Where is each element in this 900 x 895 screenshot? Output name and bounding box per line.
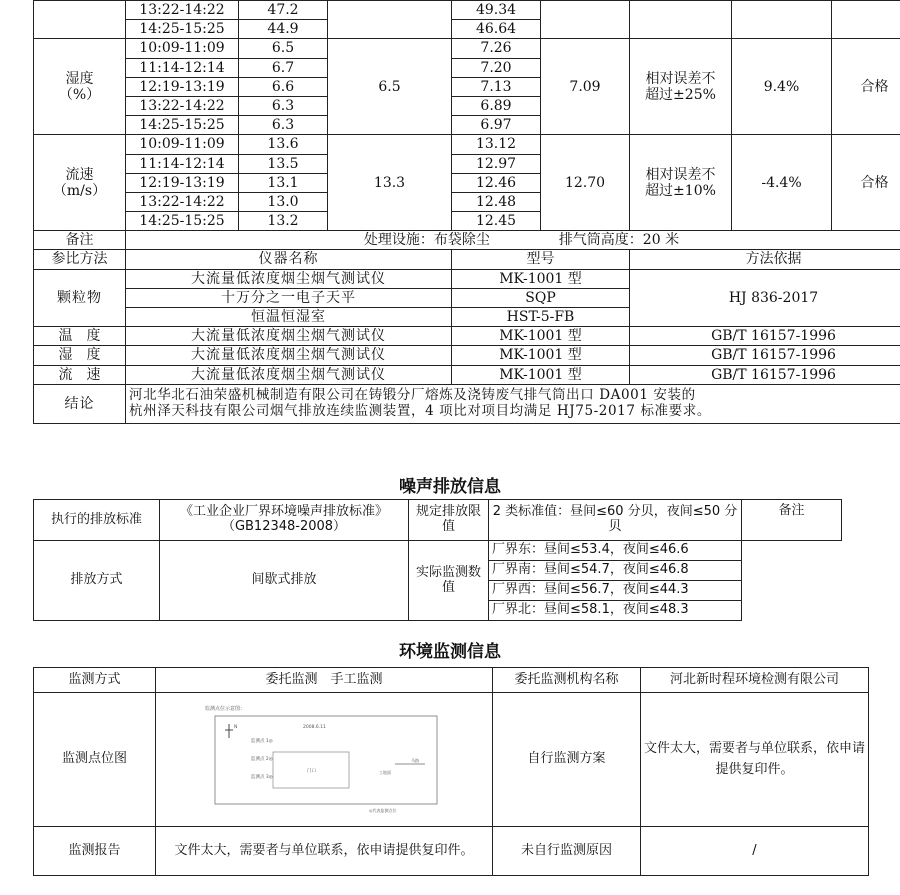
table-row: [34, 1, 900, 20]
time-cell: 10:09-11:09: [126, 135, 239, 154]
avg-comparison-cell: 7.09: [541, 39, 630, 135]
table-row: [34, 327, 900, 346]
time-cell: 14:25-15:25: [126, 116, 239, 135]
measured-cell: 13.1: [239, 173, 328, 192]
time-cell: 10:09-11:09: [126, 39, 239, 58]
method-header-row: [34, 250, 900, 269]
instrument-cell: 大流量低浓度烟尘烟气测试仪: [126, 269, 452, 288]
basis-cell: GB/T 16157-1996: [630, 365, 900, 384]
instrument-cell: 大流量低浓度烟尘烟气测试仪: [126, 346, 452, 365]
instrument-cell: 十万分之一电子天平: [126, 288, 452, 307]
instrument-header: 仪器名称: [126, 250, 452, 269]
criterion-line1: 相对误差不: [645, 70, 716, 87]
comparison-cell: 46.64: [452, 20, 541, 39]
blank-cell: [328, 1, 452, 39]
agency-value: 河北新时程环境检测有限公司: [641, 668, 869, 693]
criterion-line2: 超过±10%: [645, 182, 716, 199]
error-cell: -4.4%: [732, 135, 832, 231]
model-cell: SQP: [452, 288, 630, 307]
time-cell: 13:22-14:22: [126, 1, 239, 20]
blank-cell: [34, 1, 126, 39]
result-cell: 合格: [832, 135, 900, 231]
measured-cell: 13.0: [239, 192, 328, 211]
table-row: [34, 39, 900, 58]
diagram-legend: ◎代表监测点位: [369, 808, 397, 813]
table-row: [34, 365, 900, 384]
boundary-north: 厂界北：昼间≤58.1，夜间≤48.3: [489, 601, 742, 621]
conclusion-text: [126, 384, 900, 423]
site-boundary: [215, 716, 437, 804]
north-label: N: [234, 725, 238, 730]
method-label: 温 度: [34, 327, 126, 346]
table-row: [34, 135, 900, 154]
criterion-line2: 超过±25%: [645, 86, 716, 103]
comparison-cell: 12.97: [452, 154, 541, 173]
blank-cell: [630, 1, 732, 39]
criterion-line1: 相对误差不: [645, 166, 716, 183]
model-cell: MK-1001 型: [452, 346, 630, 365]
remarks-row: [34, 231, 900, 250]
measured-cell: 13.6: [239, 135, 328, 154]
particulate-label: 颗粒物: [34, 269, 126, 327]
table-row: [34, 346, 900, 365]
humidity-label: [34, 39, 126, 135]
boundary-south: 厂界南：昼间≤54.7，夜间≤46.8: [489, 561, 742, 581]
time-cell: 13:22-14:22: [126, 192, 239, 211]
measured-cell: 6.7: [239, 58, 328, 77]
conclusion-row: [34, 384, 900, 423]
instrument-cell: 大流量低浓度烟尘烟气测试仪: [126, 365, 452, 384]
model-cell: MK-1001 型: [452, 365, 630, 384]
flow-label: [34, 135, 126, 231]
point-2: 监测点 2◎: [251, 757, 273, 762]
humidity-label-line1: 湿度: [65, 70, 94, 87]
avg-measured-cell: 6.5: [328, 39, 452, 135]
avg-measured-cell: 13.3: [328, 135, 452, 231]
method-label: 湿 度: [34, 346, 126, 365]
measured-cell: 47.2: [239, 1, 328, 20]
comparison-cell: 12.45: [452, 212, 541, 231]
comparison-cell: 6.89: [452, 96, 541, 115]
road-label: 马路: [411, 758, 419, 763]
measured-cell: 6.3: [239, 116, 328, 135]
table-row: [34, 827, 869, 876]
measured-cell: 44.9: [239, 20, 328, 39]
comparison-cell: 6.97: [452, 116, 541, 135]
limit-label: 规定排放限值: [409, 500, 489, 541]
basis-cell: GB/T 16157-1996: [630, 346, 900, 365]
noise-section-title: 噪声排放信息: [399, 477, 501, 497]
measured-cell: 6.3: [239, 96, 328, 115]
site-diagram: [199, 702, 449, 817]
table-row: [34, 500, 842, 541]
conclusion-line2: 杭州泽天科技有限公司烟气排放连续监测装置，4 项比对项目均满足 HJ75-2017 标准要求。: [129, 402, 711, 419]
table-row: [34, 668, 869, 693]
comparison-cell: 12.46: [452, 173, 541, 192]
method-value: 委托监测 手工监测: [156, 668, 493, 693]
error-cell: 9.4%: [732, 39, 832, 135]
conclusion-line1: 河北华北石油荣盛机械制造有限公司在铸锻分厂熔炼及浇铸废气排气筒出口 DA001 安装的: [129, 387, 696, 404]
plan-label: 自行监测方案: [493, 693, 641, 827]
time-cell: 13:22-14:22: [126, 96, 239, 115]
measured-cell: 6.6: [239, 77, 328, 96]
actual-label: 实际监测数值: [409, 541, 489, 621]
no-self-label: 未自行监测原因: [493, 827, 641, 876]
plan-value: 文件太大，需要者与单位联系，依申请提供复印件。: [641, 693, 869, 827]
time-cell: 11:14-12:14: [126, 154, 239, 173]
time-cell: 14:25-15:25: [126, 20, 239, 39]
table-row: [34, 541, 842, 561]
criterion-cell: [630, 39, 732, 135]
blank-cell: [732, 1, 832, 39]
method-label: 监测方式: [34, 668, 156, 693]
model-cell: MK-1001 型: [452, 327, 630, 346]
remarks-value: [126, 231, 900, 250]
remark-label: 备注: [742, 500, 842, 541]
method-label: 流 速: [34, 365, 126, 384]
measured-cell: 13.5: [239, 154, 328, 173]
model-cell: MK-1001 型: [452, 269, 630, 288]
table-row: [34, 693, 869, 827]
table-row: [34, 269, 900, 288]
comparison-cell: 13.12: [452, 135, 541, 154]
env-section-title: 环境监测信息: [399, 642, 501, 662]
workshop-label: 工地面: [379, 770, 391, 775]
comparison-cell: 49.34: [452, 1, 541, 20]
site-diagram-cell: [156, 693, 493, 827]
instrument-cell: 大流量低浓度烟尘烟气测试仪: [126, 327, 452, 346]
basis-header: 方法依据: [630, 250, 900, 269]
blank-cell: [742, 541, 842, 621]
time-cell: 11:14-12:14: [126, 58, 239, 77]
standard-label: 执行的排放标准: [34, 500, 160, 541]
time-cell: 14:25-15:25: [126, 212, 239, 231]
report-value: 文件太大，需要者与单位联系，依申请提供复印件。: [156, 827, 493, 876]
no-self-value: /: [641, 827, 869, 876]
comparison-cell: 7.20: [452, 58, 541, 77]
boundary-west: 厂界西：昼间≤56.7，夜间≤44.3: [489, 581, 742, 601]
comparison-cell: 7.26: [452, 39, 541, 58]
mode-value: 间歇式排放: [160, 541, 409, 621]
model-cell: HST-5-FB: [452, 308, 630, 327]
building-label: 2008.6.11: [303, 725, 326, 730]
agency-label: 委托监测机构名称: [493, 668, 641, 693]
method-header: 参比方法: [34, 250, 126, 269]
measured-cell: 13.2: [239, 212, 328, 231]
standard-value: 《工业企业厂界环境噪声排放标准》（GB12348-2008）: [160, 500, 409, 541]
time-cell: 12:19-13:19: [126, 77, 239, 96]
blank-cell: [832, 1, 900, 39]
limit-value: 2 类标准值：昼间≤60 分贝，夜间≤50 分贝: [489, 500, 742, 541]
treatment-text: 处理设施：布袋除尘: [363, 232, 490, 249]
conclusion-label: 结论: [34, 384, 126, 423]
measured-cell: 6.5: [239, 39, 328, 58]
report-label: 监测报告: [34, 827, 156, 876]
basis-cell: HJ 836-2017: [630, 269, 900, 327]
point-1: 监测点 1◎: [251, 739, 273, 744]
comparison-table: [33, 0, 900, 424]
mode-label: 排放方式: [34, 541, 160, 621]
remarks-label: 备注: [34, 231, 126, 250]
comparison-cell: 12.48: [452, 192, 541, 211]
blank-cell: [541, 1, 630, 39]
time-cell: 12:19-13:19: [126, 173, 239, 192]
env-table: [33, 667, 869, 876]
model-header: 型号: [452, 250, 630, 269]
noise-table: [33, 499, 842, 621]
site-label: 监测点位图: [34, 693, 156, 827]
diagram-caption: 监测点位示意图：: [205, 706, 246, 712]
basis-cell: GB/T 16157-1996: [630, 327, 900, 346]
flow-label-line2: （m/s）: [52, 182, 107, 199]
flow-label-line1: 流速: [65, 166, 94, 183]
result-cell: 合格: [832, 39, 900, 135]
stack-height-text: 排气筒高度：20 米: [558, 232, 680, 249]
comparison-cell: 7.13: [452, 77, 541, 96]
gate-label: 门口: [307, 769, 316, 774]
instrument-cell: 恒温恒湿室: [126, 308, 452, 327]
point-3: 监测点 3◎: [251, 775, 273, 780]
humidity-label-line2: （%）: [58, 86, 101, 103]
criterion-cell: [630, 135, 732, 231]
boundary-east: 厂界东：昼间≤53.4，夜间≤46.6: [489, 541, 742, 561]
avg-comparison-cell: 12.70: [541, 135, 630, 231]
